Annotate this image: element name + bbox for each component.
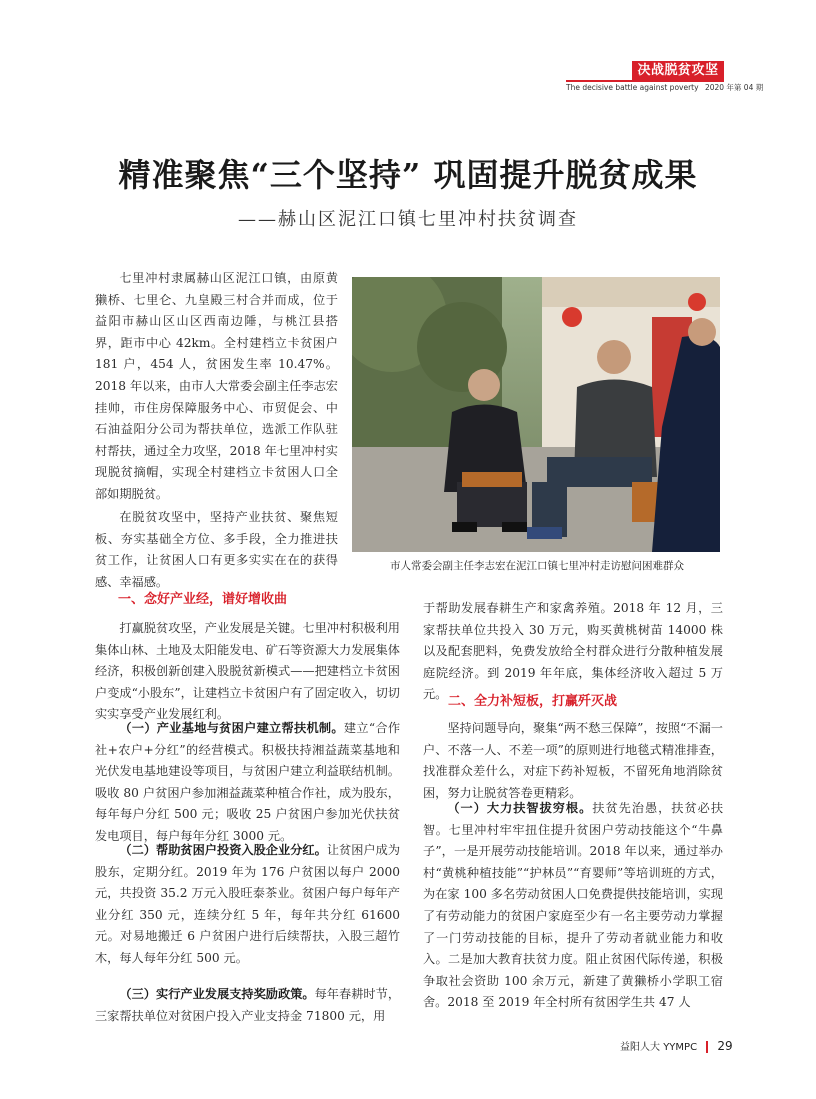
footer-magazine-name: 益阳人大 — [620, 1042, 660, 1053]
issue-label: 2020 年第 04 期 — [704, 83, 764, 92]
intro-paragraph-2: 在脱贫攻坚中，坚持产业扶贫、聚焦短板、夯实基础全方位、多手段，全力推进扶贫工作，让贫困人口有更多实实在在的获得感、幸福感。 — [95, 510, 338, 589]
section-2-subsection-1 — [423, 798, 723, 1014]
intro-paragraph-1: 七里冲村隶属赫山区泥江口镇，由原黄獭桥、七里仑、九皇殿三村合并而成，位于益阳市赫山区山区西南边陲，与桃江县搭界，距市中心 42km。全村建档立卡贫困户 181 户，454 人，贫困发生率 10.47%。2018 年以来，由市人大常委会副主任李志宏挂帅，市住房保障服务中心、市贸促会、中石油益阳分公司为帮扶单位，选派工作队驻村帮扶，通过全力攻坚，2018 年七里冲村实现脱贫摘帽，实现全村建档立卡贫困人口全部如期脱贫。 — [95, 271, 338, 501]
footer-divider — [706, 1041, 708, 1053]
column-tag: 决战脱贫攻坚 — [632, 61, 724, 80]
subsection-1-heading: （一）产业基地与贫困户建立帮扶机制。 — [119, 721, 344, 735]
footer-code: YYMPC — [663, 1042, 698, 1053]
page-footer — [620, 1038, 733, 1053]
subsection-3-heading: （三）实行产业发展支持奖励政策。 — [119, 987, 315, 1001]
subsection-2-body: 让贫困户成为股东，定期分红。2019 年为 176 户贫困以每户 2000 元，共投资 35.2 万元入股旺泰茶业。贫困户每户每年产业分红 350 元，连续分红 5 年，每年共分红 61600 元。对易地搬迁 6 户贫困户进行后续帮扶，入股三超竹木，每人每年分红 500 元。 — [95, 843, 401, 965]
section-1-subsection-2 — [95, 840, 400, 970]
section-2-subsection-1-heading: （一）大力扶智拔穷根。 — [447, 801, 593, 815]
section-1-heading: 一、念好产业经，谱好增收曲 — [118, 592, 288, 607]
subsection-3-body: 每年春耕时节，三家帮扶单位对贫困户投入产业支持金 71800 元，用 — [95, 987, 401, 1023]
article-title: 精准聚焦“三个坚持” 巩固提升脱贫成果 — [118, 156, 698, 194]
header-subline — [566, 82, 764, 93]
article-subtitle: ——赫山区泥江口镇七里冲村扶贫调查 — [238, 209, 578, 230]
section-2-paragraph: 坚持问题导向，聚集“两不愁三保障”，按照“不漏一户、不落一人、不差一项”的原则进行地毯式精准排查，找准群众差什么，对症下药补短板，不留死角地消除贫困，努力让脱贫答卷更精彩。 — [423, 721, 723, 800]
photo-illustration — [352, 277, 720, 552]
header-english-tagline: The decisive battle against poverty — [566, 83, 699, 92]
photo-caption: 市人常委会副主任李志宏在泥江口镇七里冲村走访慰问困难群众 — [390, 560, 684, 572]
article-photo — [352, 277, 720, 552]
subsection-2-heading: （二）帮助贫困户投资入股企业分红。 — [119, 843, 327, 857]
right-column-continuation: 于帮助发展春耕生产和家禽养殖。2018 年 12 月，三家帮扶单位共投入 30 万元，购买黄桃树苗 14000 株以及配套肥料，免费发放给全村群众进行分散种植发展庭院经济。到 2019 年年底，集体经济收入超过 5 万元。 — [423, 601, 723, 702]
section-1-subsection-3 — [95, 984, 400, 1027]
section-2-heading: 二、全力补短板，打赢歼灭战 — [448, 694, 618, 709]
section-1-paragraph: 打赢脱贫攻坚，产业发展是关键。七里冲村积极利用集体山林、土地及太阳能发电、矿石等资源大力发展集体经济，积极创新创建入股脱贫新模式——把建档立卡贫困户变成“小股东”，让建档立卡贫困户有了固定收入，切切实实享受产业发展红利。 — [95, 621, 400, 722]
section-1-subsection-1 — [95, 718, 400, 848]
section-2-subsection-1-body: 扶贫先治愚，扶贫必扶智。七里冲村牢牢扭住提升贫困户劳动技能这个“牛鼻子”，一是开展劳动技能培训。2018 年以来，通过举办村“黄桃种植技能”“护林员”“育婴师”等培训班的方式，为在家 100 多名劳动贫困人口免费提供技能培训，实现了有劳动能力的贫困户家庭至少有一名主要劳动力掌握了一门劳动技能的目标，提升了劳动者就业能力和收入。二是加大教育扶贫力度。阻止贫困代际传递，积极争取社会资助 100 余万元，新建了黄獭桥小学职工宿舍。2018 至 2019 年全村所有贫困学生共 47 人 — [423, 801, 724, 1010]
page-number: 29 — [717, 1039, 733, 1053]
subsection-1-body: 建立“合作社+农户+分红”的经营模式。积极扶持湘益蔬菜基地和光伏发电基地建设等项目，与贫困户建立利益联结机制。吸收 80 户贫困户参加湘益蔬菜种植合作社，成为股东，每年每户分红 500 元；吸收 25 户贫困户参加光伏扶贫发电项目，每户每年分红 3000 元。 — [95, 721, 401, 843]
